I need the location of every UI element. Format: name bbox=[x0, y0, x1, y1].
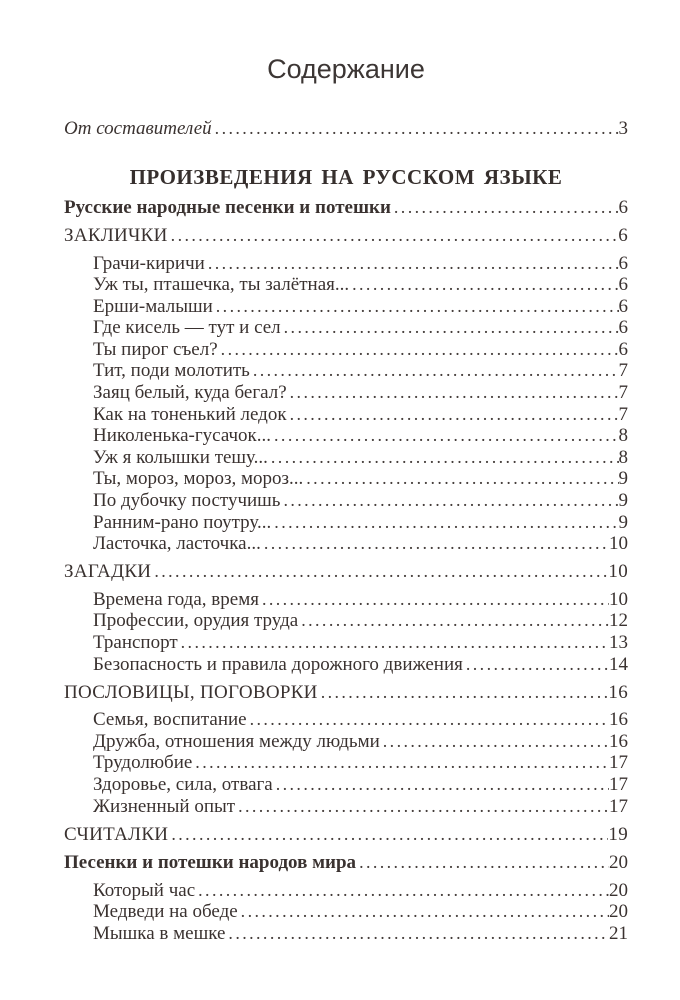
dot-leader bbox=[168, 823, 608, 846]
toc-entry-label: Ерши-малыши bbox=[93, 295, 213, 317]
toc-entry-page: 13 bbox=[609, 632, 628, 653]
dot-leader bbox=[168, 224, 619, 247]
dot-leader bbox=[380, 731, 609, 753]
toc-entry-page: 7 bbox=[618, 382, 628, 404]
toc-entry-row bbox=[64, 901, 628, 923]
toc-entry-row bbox=[64, 589, 628, 611]
toc-entry-label: Здоровье, сила, отвага bbox=[93, 773, 273, 795]
toc-entry-row bbox=[64, 681, 628, 704]
dot-leader bbox=[287, 382, 619, 404]
dot-leader bbox=[213, 296, 619, 318]
toc-list bbox=[64, 196, 628, 945]
toc-entry-page: 7 bbox=[618, 403, 628, 425]
toc-entry-page: 16 bbox=[609, 709, 628, 731]
toc-entry-page: 10 bbox=[608, 561, 628, 583]
toc-entry-label: Где кисель — тут и сел bbox=[93, 317, 281, 339]
toc-entry-page: 17 bbox=[609, 773, 628, 795]
toc-entry-row bbox=[64, 533, 628, 555]
toc-entry-page: 21 bbox=[609, 922, 628, 944]
toc-entry-page: 20 bbox=[609, 901, 628, 923]
toc-entry-page: 6 bbox=[618, 274, 628, 296]
toc-entry-row bbox=[64, 796, 628, 818]
toc-entry-label: Русские народные песенки и потешки bbox=[64, 196, 391, 218]
dot-leader bbox=[281, 317, 619, 339]
toc-entry-page: 10 bbox=[609, 588, 628, 610]
toc-entry-label: Грачи-киричи bbox=[93, 252, 205, 274]
toc-entry-page: 6 bbox=[618, 317, 628, 339]
toc-entry-row bbox=[64, 560, 628, 583]
toc-entry-page: 6 bbox=[618, 225, 628, 246]
toc-entry-row bbox=[64, 274, 628, 296]
dot-leader bbox=[235, 796, 609, 818]
toc-entry-page: 10 bbox=[609, 533, 628, 555]
dot-leader bbox=[259, 589, 609, 611]
dot-leader bbox=[225, 923, 609, 945]
toc-entry-label: Профессии, орудия труда bbox=[93, 610, 299, 632]
toc-entry-row bbox=[64, 360, 628, 382]
toc-entry-row bbox=[64, 425, 628, 447]
toc-entry-row bbox=[64, 709, 628, 731]
dot-leader bbox=[192, 752, 609, 774]
dot-leader bbox=[349, 274, 618, 296]
page-title: Содержание bbox=[267, 54, 425, 84]
toc-entry-row bbox=[64, 339, 628, 361]
dot-leader bbox=[463, 654, 609, 676]
toc-entry-label: ПОСЛОВИЦЫ, ПОГОВОРКИ bbox=[64, 681, 318, 703]
toc-entry-label: Тит, поди молотить bbox=[93, 360, 250, 382]
dot-leader bbox=[287, 404, 619, 426]
toc-entry-row bbox=[64, 490, 628, 512]
toc-entry-row bbox=[64, 512, 628, 534]
toc-preface-row bbox=[64, 117, 628, 140]
toc-entry-row bbox=[64, 317, 628, 339]
toc-entry-row bbox=[64, 923, 628, 945]
dot-leader bbox=[391, 196, 619, 219]
toc-entry-row bbox=[64, 224, 628, 247]
dot-leader bbox=[218, 339, 619, 361]
dot-leader bbox=[205, 253, 619, 275]
toc-entry-row bbox=[64, 654, 628, 676]
dot-leader bbox=[271, 512, 618, 534]
toc-entry-page: 16 bbox=[609, 730, 628, 752]
toc-entry-page: 6 bbox=[618, 295, 628, 317]
toc-entry-label: Песенки и потешки народов мира bbox=[64, 852, 357, 874]
toc-entry-page: 12 bbox=[609, 610, 628, 632]
toc-entry-row bbox=[64, 880, 628, 902]
toc-entry-label: Уж ты, пташечка, ты залётная... bbox=[93, 274, 350, 296]
toc-entry-page: 8 bbox=[618, 425, 628, 447]
dot-leader bbox=[151, 560, 608, 583]
toc-entry-label: Уж я колышки тешу... bbox=[93, 446, 268, 468]
toc-preface-page: 3 bbox=[618, 118, 628, 139]
dot-leader bbox=[238, 901, 609, 923]
toc-entry-row bbox=[64, 823, 628, 846]
toc-entry-label: Ранним-рано поутру... bbox=[93, 511, 272, 533]
toc-entry-page: 16 bbox=[608, 681, 628, 703]
toc-entry-label: Медведи на обеде bbox=[93, 901, 238, 923]
toc-entry-label: Ласточка, ласточка... bbox=[93, 533, 261, 555]
toc-entry-label: Заяц белый, куда бегал? bbox=[93, 382, 287, 404]
toc-entry-page: 19 bbox=[608, 823, 628, 845]
dot-leader bbox=[212, 117, 619, 140]
toc-entry-label: Дружба, отношения между людьми bbox=[93, 730, 380, 752]
dot-leader bbox=[298, 610, 609, 632]
toc-entry-page: 14 bbox=[609, 653, 628, 675]
toc-entry-page: 8 bbox=[618, 446, 628, 468]
dot-leader bbox=[178, 632, 609, 654]
dot-leader bbox=[195, 880, 609, 902]
toc-entry-label: Трудолюбие bbox=[93, 752, 193, 774]
toc-entry-page: 20 bbox=[609, 879, 628, 901]
toc-entry-page: 6 bbox=[618, 252, 628, 274]
toc-entry-label: Ты, мороз, мороз, мороз... bbox=[93, 468, 304, 490]
part-heading: ПРОИЗВЕДЕНИЯ НА РУССКОМ ЯЗЫКЕ bbox=[129, 165, 563, 189]
toc-entry-row bbox=[64, 774, 628, 796]
toc-entry-label: Как на тоненький ледок bbox=[93, 403, 287, 425]
toc-entry-label: Транспорт bbox=[93, 632, 178, 653]
toc-entry-page: 9 bbox=[618, 468, 628, 490]
dot-leader bbox=[247, 709, 609, 731]
toc-entry-label: Времена года, время bbox=[93, 588, 259, 610]
toc-entry-row bbox=[64, 382, 628, 404]
toc-entry-row bbox=[64, 610, 628, 632]
dot-leader bbox=[356, 851, 609, 874]
dot-leader bbox=[303, 468, 618, 490]
toc-entry-row bbox=[64, 296, 628, 318]
dot-leader bbox=[268, 447, 619, 469]
toc-preface-label: От составителей bbox=[64, 118, 212, 139]
dot-leader bbox=[318, 681, 609, 704]
toc-entry-label: По дубочку постучишь bbox=[93, 490, 281, 512]
dot-leader bbox=[280, 490, 618, 512]
toc-entry-label: Жизненный опыт bbox=[93, 795, 236, 817]
toc-entry-page: 6 bbox=[618, 338, 628, 360]
toc-entry-label: Мышка в мешке bbox=[93, 922, 226, 944]
toc-entry-row bbox=[64, 253, 628, 275]
toc-entry-row bbox=[64, 196, 628, 219]
toc-entry-row bbox=[64, 632, 628, 654]
toc-entry-page: 17 bbox=[609, 752, 628, 774]
toc-entry-page: 6 bbox=[618, 196, 628, 218]
toc-entry-label: Николенька-гусачок... bbox=[93, 425, 272, 447]
toc-entry-row bbox=[64, 468, 628, 490]
toc-entry-label: ЗАКЛИЧКИ bbox=[64, 225, 168, 246]
dot-leader bbox=[261, 533, 609, 555]
dot-leader bbox=[271, 425, 618, 447]
toc-entry-page: 9 bbox=[618, 490, 628, 512]
toc-entry-row bbox=[64, 752, 628, 774]
toc-entry-page: 9 bbox=[618, 511, 628, 533]
toc-entry-label: Семья, воспитание bbox=[93, 709, 247, 731]
toc-entry-label: Ты пирог съел? bbox=[93, 338, 218, 360]
toc-entry-row bbox=[64, 731, 628, 753]
toc-entry-label: ЗАГАДКИ bbox=[64, 561, 152, 583]
toc-entry-row bbox=[64, 447, 628, 469]
toc-entry-label: Безопасность и правила дорожного движения bbox=[93, 653, 463, 675]
dot-leader bbox=[273, 774, 609, 796]
dot-leader bbox=[250, 360, 619, 382]
toc-entry-page: 7 bbox=[618, 360, 628, 382]
toc-entry-label: Который час bbox=[93, 879, 196, 901]
toc-entry-row bbox=[64, 404, 628, 426]
toc-entry-row bbox=[64, 851, 628, 874]
toc-entry-label: СЧИТАЛКИ bbox=[64, 823, 169, 845]
toc-entry-page: 17 bbox=[609, 795, 628, 817]
toc-entry-page: 20 bbox=[609, 852, 628, 874]
